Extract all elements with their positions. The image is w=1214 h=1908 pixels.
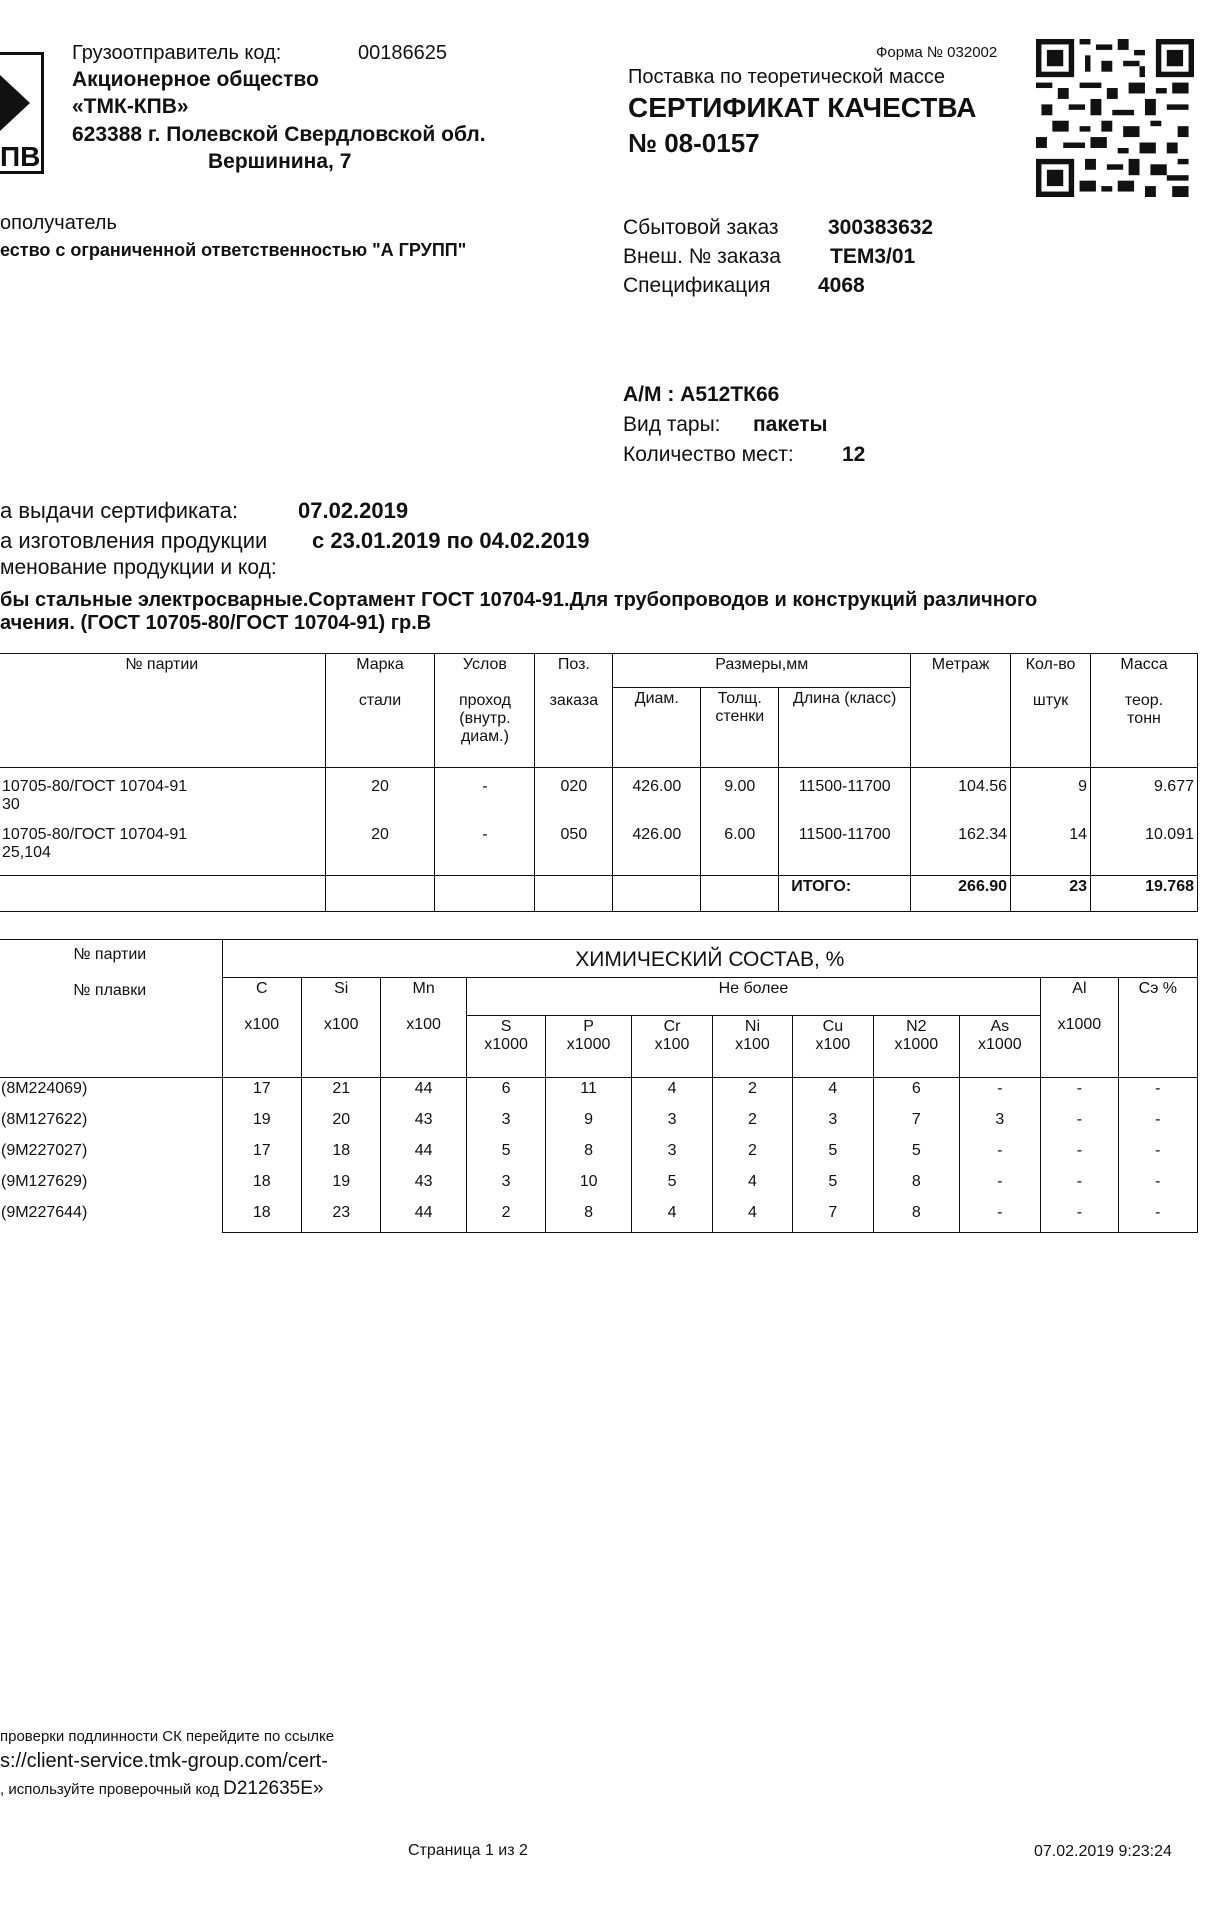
table-row: 10705-80/ГОСТ 10704-91 30 20 - 020 426.00 9.00 11500-11700 104.56 9 9.677 [0,768,1198,824]
product-description-line2: ачения. (ГОСТ 10705-80/ГОСТ 10704-91) гр.В [0,612,432,634]
shipper-code: 00186625 [358,42,447,64]
package-label: Вид тары: [623,413,721,436]
issue-date-label: а выдачи сертификата: [0,498,239,523]
qr-code-icon [1036,38,1194,198]
col-p: P x1000 [546,1016,631,1078]
certificate-title: СЕРТИФИКАТ КАЧЕСТВА [628,92,977,123]
col-si: Si x100 [302,978,381,1078]
col-meter-header: Метраж [911,654,1011,768]
shipper-org-line2: «ТМК-КПВ» [72,95,189,118]
col-mn: Mn x100 [381,978,466,1078]
logo-text: ПВ [0,141,41,172]
production-date-label: а изготовления продукции [0,528,268,553]
table-row: 10705-80/ГОСТ 10704-91 25,104 20 - 050 426.00 6.00 11500-11700 162.34 14 10.091 [0,824,1198,876]
shipper-org-line1: Акционерное общество [72,68,319,91]
specification: 4068 [818,274,865,297]
col-sizes-header: Размеры,мм [613,654,911,688]
consignee-name: ество с ограниченной ответственностью "А ГРУПП" [0,240,467,260]
chemical-composition-table [0,939,1198,1233]
sales-order: 300383632 [828,216,934,239]
package-type: пакеты [753,413,828,436]
consignee-label: ополучатель [0,212,117,234]
chem-row: (8М224069) 17 21 44 6 11 4 2 4 6 - - - [0,1078,1198,1109]
production-date: с 23.01.2019 по 04.02.2019 [312,528,590,553]
not-more-header: Не более [466,978,1040,1016]
col-ni: Ni x100 [713,1016,792,1078]
places-count: 12 [842,443,866,466]
verify-line1: проверки подлинности СК перейдите по ссылке [0,1728,335,1745]
col-ce: Cэ % [1118,978,1197,1078]
col-al: Al x1000 [1041,978,1119,1078]
chem-row: (9М227027) 17 18 44 5 8 3 2 5 5 - - - [0,1140,1198,1171]
logo-triangle-icon [0,75,30,131]
col-length-header: Длина (класс) [779,688,911,768]
specification-label: Спецификация [623,274,771,297]
chem-row: (9М127629) 18 19 43 3 10 5 4 5 8 - - - [0,1171,1198,1202]
form-number: Форма № 032002 [876,44,998,61]
print-datetime: 07.02.2019 9:23:24 [1034,1843,1172,1860]
chem-row: (9М227644) 18 23 44 2 8 4 4 7 8 - - - [0,1202,1198,1233]
col-s: S x1000 [466,1016,546,1078]
chem-row: (8М127622) 19 20 43 3 9 3 2 3 7 3 - - [0,1109,1198,1140]
product-table [0,653,1198,912]
total-row [0,876,1198,912]
col-c: C x100 [222,978,301,1078]
chem-title: ХИМИЧЕСКИЙ СОСТАВ, % [222,940,1197,978]
page-number: Страница 1 из 2 [408,1842,528,1859]
company-logo [0,52,44,174]
issue-date: 07.02.2019 [298,498,409,523]
col-mass-header: Масса теор. тонн [1091,654,1198,768]
chem-party-header: № партии № плавки [0,940,222,1078]
verify-line3: , используйте проверочный код D212635E» [0,1778,324,1799]
shipper-code-label: Грузоотправитель код: [72,42,282,64]
col-position-header: Поз. заказа [535,654,613,768]
vehicle: А/М : А512ТК66 [623,383,780,406]
col-diameter-header: Диам. [613,688,701,768]
verify-link[interactable]: s://client-service.tmk-group.com/cert- [0,1750,328,1772]
certificate-number: № 08-0157 [628,128,760,158]
external-order: ТЕМ3/01 [830,245,916,268]
col-party-header: № партии [0,654,325,768]
total-label: ИТОГО: [779,876,911,912]
col-grade-header: Марка стали [325,654,435,768]
col-qty-header: Кол-во штук [1011,654,1091,768]
shipper-address2: Вершинина, 7 [208,150,352,173]
delivery-note: Поставка по теоретической массе [628,66,946,88]
product-description-line1: бы стальные электросварные.Сортамент ГОСТ 10704-91.Для трубопроводов и конструкций различного [0,589,1038,611]
total-mass: 19.768 [1091,876,1198,912]
verify-code: D212635E» [223,1778,324,1799]
col-wall-header: Толщ. стенки [701,688,779,768]
total-qty: 23 [1011,876,1091,912]
sales-order-label: Сбытовой заказ [623,216,779,239]
col-as: As x1000 [959,1016,1041,1078]
shipper-address1: 623388 г. Полевской Свердловской обл. [72,123,486,146]
external-order-label: Внеш. № заказа [623,245,781,268]
col-cr: Cr x100 [631,1016,712,1078]
col-passage-header: Услов проход (внутр. диам.) [435,654,535,768]
places-label: Количество мест: [623,443,794,466]
product-name-label: менование продукции и код: [0,556,277,579]
col-cu: Cu x100 [792,1016,873,1078]
col-n2: N2 x1000 [874,1016,959,1078]
total-meter: 266.90 [911,876,1011,912]
